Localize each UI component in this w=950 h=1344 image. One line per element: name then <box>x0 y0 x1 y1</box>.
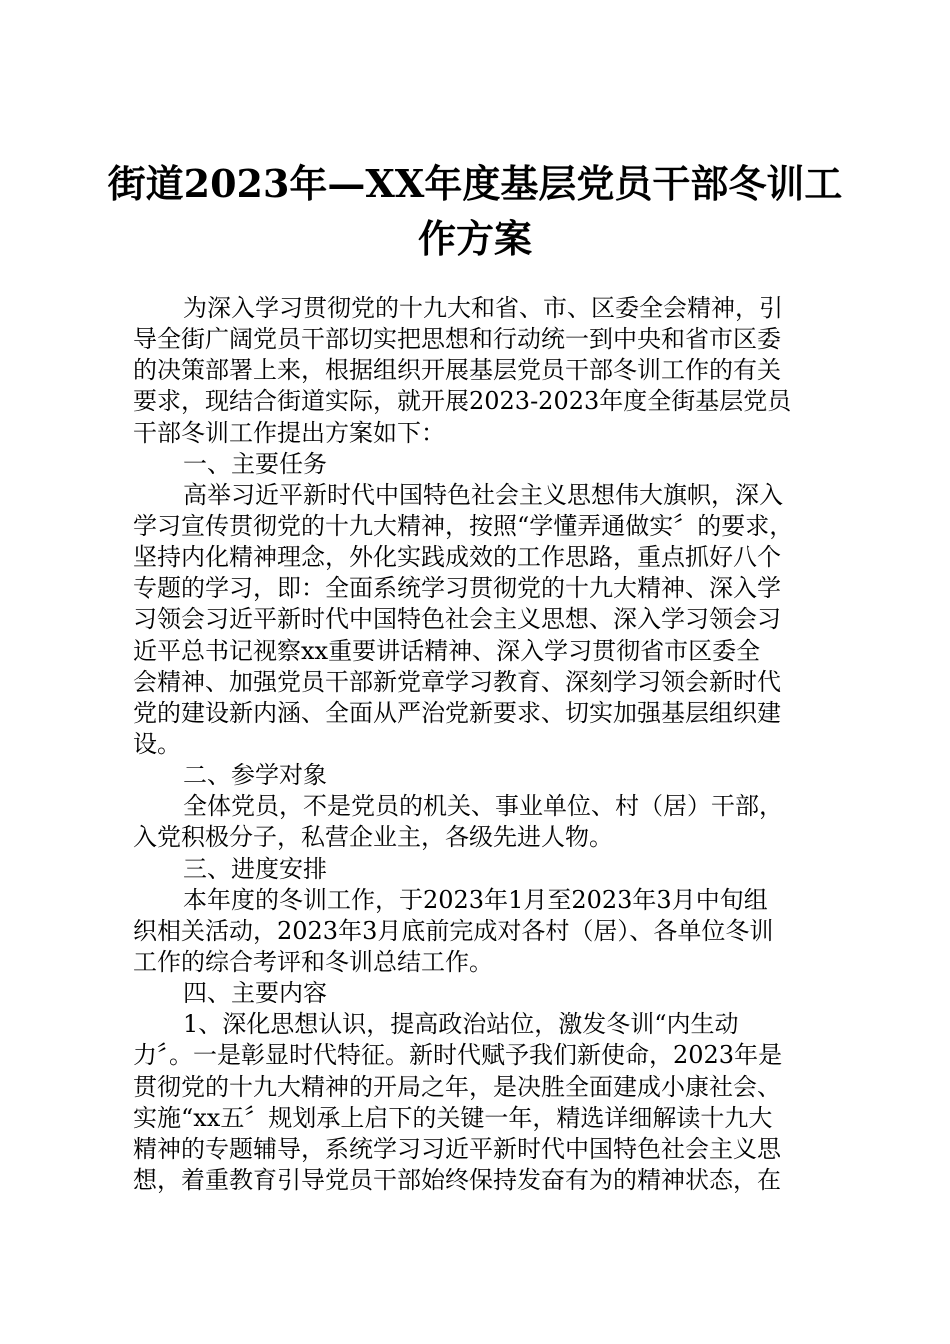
text-line: 的决策部署上来，根据组织开展基层党员干部冬训工作的有关 <box>133 356 781 385</box>
text-line: 实施“xx五〞规划承上启下的关键一年，精选详细解读十九大 <box>133 1103 773 1132</box>
text-line: 为深入学习贯彻党的十九大和省、市、区委全会精神，引 <box>183 294 783 322</box>
text-line: 四、主要内容 <box>183 979 327 1008</box>
document-title-line-1: 街道2023年—XX年度基层党员干部冬训工 <box>107 161 843 206</box>
document-body <box>133 293 833 1196</box>
text-line: 织相关活动，2023年3月底前完成对各村（居）、各单位冬训 <box>133 916 774 945</box>
text-line: 要求，现结合街道实际，就开展2023-2023年度全街基层党员 <box>133 387 792 416</box>
text-line: 工作的综合考评和冬训总结工作。 <box>133 947 493 976</box>
text-line: 设。 <box>133 729 181 758</box>
text-line: 力〞。一是彰显时代特征。新时代赋予我们新使命，2023年是 <box>133 1041 783 1070</box>
text-line: 贯彻党的十九大精神的开局之年，是决胜全面建成小康社会、 <box>133 1072 781 1101</box>
text-line: 本年度的冬训工作，于2023年1月至2023年3月中旬组 <box>183 885 768 914</box>
text-line: 三、进度安排 <box>183 854 327 883</box>
text-line: 一、主要任务 <box>183 449 327 478</box>
document-title-line-2: 作方案 <box>417 216 532 261</box>
text-line: 精神的专题辅导，系统学习习近平新时代中国特色社会主义思 <box>133 1134 781 1163</box>
text-line: 学习宣传贯彻党的十九大精神，按照“学懂弄通做实〞的要求， <box>133 511 794 540</box>
text-line: 高举习近平新时代中国特色社会主义思想伟大旗帜，深入 <box>183 480 783 509</box>
text-line: 习领会习近平新时代中国特色社会主义思想、深入学习领会习 <box>133 605 781 634</box>
text-line: 坚持内化精神理念，外化实践成效的工作思路，重点抓好八个 <box>133 543 781 572</box>
text-line: 1、深化思想认识，提高政治站位，激发冬训“内生动 <box>183 1010 739 1039</box>
text-line: 二、参学对象 <box>183 761 327 790</box>
text-line: 入党积极分子，私营企业主，各级先进人物。 <box>133 823 613 852</box>
text-line: 想，着重教育引导党员干部始终保持发奋有为的精神状态，在 <box>133 1165 781 1194</box>
text-line: 专题的学习，即：全面系统学习贯彻党的十九大精神、深入学 <box>133 574 781 603</box>
text-line: 全体党员，不是党员的机关、事业单位、村（居）干部， <box>183 792 783 821</box>
text-line: 干部冬训工作提出方案如下： <box>133 418 445 447</box>
text-line: 会精神、加强党员干部新党章学习教育、深刻学习领会新时代 <box>133 667 781 696</box>
text-line: 导全街广阔党员干部切实把思想和行动统一到中央和省市区委 <box>133 325 781 354</box>
text-line: 党的建设新内涵、全面从严治党新要求、切实加强基层组织建 <box>133 698 781 727</box>
text-line: 近平总书记视察xx重要讲话精神、深入学习贯彻省市区委全 <box>133 636 761 665</box>
